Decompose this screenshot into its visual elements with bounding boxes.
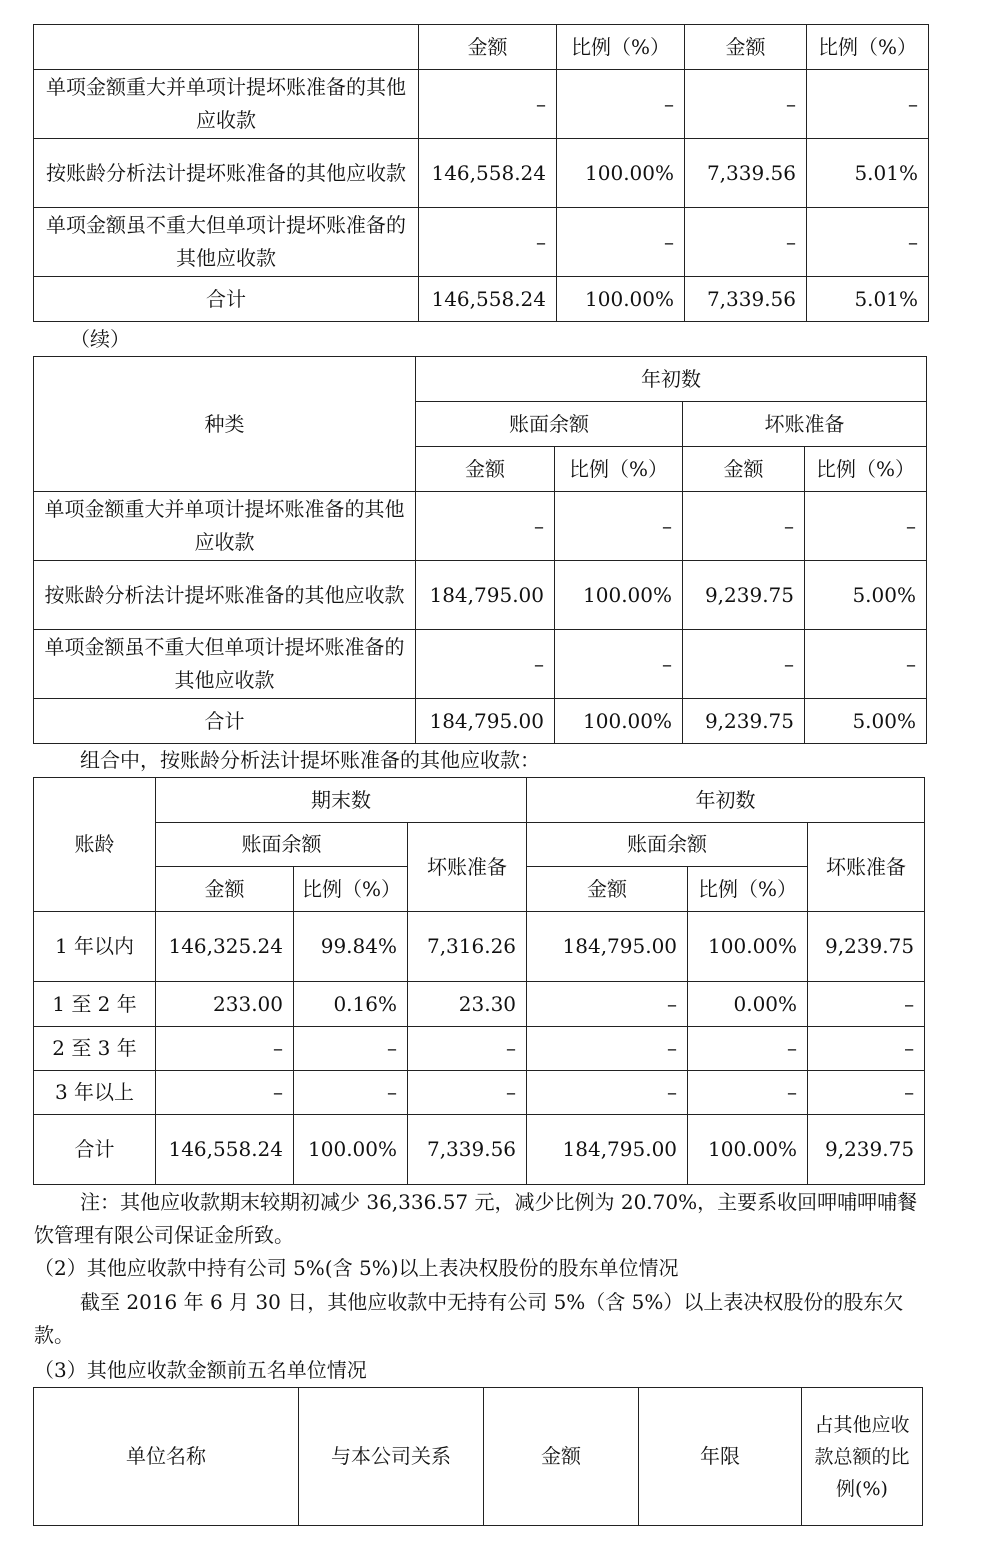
amount-cell: 9,239.75	[683, 561, 805, 630]
amount-header: 金额	[416, 447, 555, 492]
ratio-cell: 0.00%	[688, 982, 808, 1027]
ratio-cell: 100.00%	[294, 1115, 408, 1185]
bad-debt-header: 坏账准备	[408, 823, 527, 912]
relationship-header: 与本公司关系	[299, 1388, 484, 1526]
table-row	[34, 492, 927, 561]
aging-intro: 组合中，按账龄分析法计提坏账准备的其他应收款：	[80, 748, 540, 772]
bad-debt-cell: –	[808, 982, 925, 1027]
age-cell: 2 至 3 年	[34, 1027, 156, 1071]
years-header: 年限	[639, 1388, 802, 1526]
amount-cell: –	[419, 70, 557, 139]
amount-cell: –	[156, 1071, 294, 1115]
header-cell	[34, 25, 419, 70]
category-cell: 合计	[34, 699, 416, 744]
age-cell: 1 至 2 年	[34, 982, 156, 1027]
header-cell: 金额	[419, 25, 557, 70]
ratio-cell: 100.00%	[555, 699, 683, 744]
bad-debt-table-begin	[33, 356, 927, 744]
amount-cell: –	[683, 630, 805, 699]
ratio-cell: –	[294, 1071, 408, 1115]
ratio-cell: 5.01%	[807, 277, 929, 322]
table-header-row	[34, 1388, 923, 1526]
ratio-cell: 100.00%	[555, 561, 683, 630]
ratio-header: 占其他应收款总额的比例(%)	[802, 1388, 923, 1526]
table-row	[34, 982, 925, 1027]
amount-header: 金额	[484, 1388, 639, 1526]
group-header-begin: 年初数	[527, 778, 925, 823]
kind-header: 种类	[34, 357, 416, 492]
ratio-header: 比例（%）	[294, 867, 408, 912]
ratio-cell: 5.00%	[805, 561, 927, 630]
group-header-end: 期末数	[156, 778, 527, 823]
group-header-begin: 年初数	[416, 357, 927, 402]
table-header-row	[34, 25, 929, 70]
bad-debt-cell: –	[808, 1027, 925, 1071]
ratio-header: 比例（%）	[688, 867, 808, 912]
aging-table	[33, 777, 925, 1185]
bad-debt-header: 坏账准备	[808, 823, 925, 912]
bad-debt-cell: 7,339.56	[408, 1115, 527, 1185]
table-row	[34, 208, 929, 277]
unit-name-header: 单位名称	[34, 1388, 299, 1526]
ratio-cell: 0.16%	[294, 982, 408, 1027]
category-cell: 合计	[34, 277, 419, 322]
age-cell: 1 年以内	[34, 912, 156, 982]
ratio-cell: –	[557, 70, 685, 139]
category-cell: 按账龄分析法计提坏账准备的其他应收款	[34, 139, 419, 208]
ratio-cell: –	[805, 630, 927, 699]
category-cell: 单项金额虽不重大但单项计提坏账准备的其他应收款	[34, 208, 419, 277]
amount-cell: –	[683, 492, 805, 561]
bad-debt-cell: –	[408, 1027, 527, 1071]
ratio-cell: –	[807, 208, 929, 277]
amount-cell: –	[685, 208, 807, 277]
amount-cell: 7,339.56	[685, 277, 807, 322]
ratio-cell: –	[807, 70, 929, 139]
bad-debt-cell: –	[408, 1071, 527, 1115]
amount-cell: –	[527, 1071, 688, 1115]
ratio-cell: 99.84%	[294, 912, 408, 982]
amount-header: 金额	[527, 867, 688, 912]
age-header: 账龄	[34, 778, 156, 912]
table-total-row	[34, 699, 927, 744]
ratio-cell: 100.00%	[557, 139, 685, 208]
amount-cell: 146,558.24	[419, 277, 557, 322]
book-balance-header: 账面余额	[527, 823, 808, 867]
ratio-cell: 5.01%	[807, 139, 929, 208]
table-row	[34, 630, 927, 699]
ratio-cell: 5.00%	[805, 699, 927, 744]
category-cell: 单项金额虽不重大但单项计提坏账准备的其他应收款	[34, 630, 416, 699]
amount-cell: 146,558.24	[156, 1115, 294, 1185]
amount-cell: 233.00	[156, 982, 294, 1027]
header-cell: 比例（%）	[807, 25, 929, 70]
ratio-cell: –	[555, 630, 683, 699]
table-total-row	[34, 277, 929, 322]
amount-cell: –	[416, 492, 555, 561]
amount-cell: 7,339.56	[685, 139, 807, 208]
ratio-cell: –	[688, 1071, 808, 1115]
section-2-title: （2）其他应收款中持有公司 5%(含 5%)以上表决权股份的股东单位情况	[34, 1256, 679, 1280]
category-cell: 单项金额重大并单项计提坏账准备的其他应收款	[34, 492, 416, 561]
ratio-cell: –	[688, 1027, 808, 1071]
ratio-cell: –	[805, 492, 927, 561]
table-row	[34, 70, 929, 139]
amount-header: 金额	[156, 867, 294, 912]
amount-cell: –	[419, 208, 557, 277]
bad-debt-header: 坏账准备	[683, 402, 927, 447]
section-3-title: （3）其他应收款金额前五名单位情况	[34, 1358, 367, 1382]
book-balance-header: 账面余额	[416, 402, 683, 447]
amount-cell: –	[527, 1027, 688, 1071]
ratio-cell: 100.00%	[688, 912, 808, 982]
amount-cell: 184,795.00	[416, 699, 555, 744]
bad-debt-cell: –	[808, 1071, 925, 1115]
amount-cell: –	[685, 70, 807, 139]
section-2-text: 截至 2016 年 6 月 30 日，其他应收款中无持有公司 5%（含 5%）以上表决权股份的股东欠款。	[34, 1290, 904, 1347]
ratio-cell: 100.00%	[557, 277, 685, 322]
header-cell: 比例（%）	[557, 25, 685, 70]
ratio-cell: –	[557, 208, 685, 277]
table-total-row	[34, 1115, 925, 1185]
ratio-cell: –	[555, 492, 683, 561]
continued-label: （续）	[70, 327, 130, 351]
category-cell: 按账龄分析法计提坏账准备的其他应收款	[34, 561, 416, 630]
bad-debt-table-end	[33, 24, 929, 322]
amount-cell: –	[416, 630, 555, 699]
ratio-header: 比例（%）	[805, 447, 927, 492]
amount-cell: –	[156, 1027, 294, 1071]
table-row	[34, 561, 927, 630]
age-cell: 合计	[34, 1115, 156, 1185]
note-paragraph: 注：其他应收款期末较期初减少 36,336.57 元，减少比例为 20.70%，主要系收回呷哺呷哺餐饮管理有限公司保证金所致。	[34, 1190, 918, 1247]
category-cell: 单项金额重大并单项计提坏账准备的其他应收款	[34, 70, 419, 139]
amount-cell: 184,795.00	[527, 912, 688, 982]
ratio-cell: 100.00%	[688, 1115, 808, 1185]
bad-debt-cell: 7,316.26	[408, 912, 527, 982]
top-five-table	[33, 1387, 923, 1526]
book-balance-header: 账面余额	[156, 823, 408, 867]
table-row	[34, 1027, 925, 1071]
bad-debt-cell: 23.30	[408, 982, 527, 1027]
amount-header: 金额	[683, 447, 805, 492]
amount-cell: 146,325.24	[156, 912, 294, 982]
table-row	[34, 1071, 925, 1115]
bad-debt-cell: 9,239.75	[808, 1115, 925, 1185]
table-row	[34, 912, 925, 982]
amount-cell: 146,558.24	[419, 139, 557, 208]
ratio-header: 比例（%）	[555, 447, 683, 492]
table-row	[34, 139, 929, 208]
ratio-cell: –	[294, 1027, 408, 1071]
amount-cell: 184,795.00	[416, 561, 555, 630]
amount-cell: 184,795.00	[527, 1115, 688, 1185]
age-cell: 3 年以上	[34, 1071, 156, 1115]
amount-cell: –	[527, 982, 688, 1027]
bad-debt-cell: 9,239.75	[808, 912, 925, 982]
amount-cell: 9,239.75	[683, 699, 805, 744]
header-cell: 金额	[685, 25, 807, 70]
